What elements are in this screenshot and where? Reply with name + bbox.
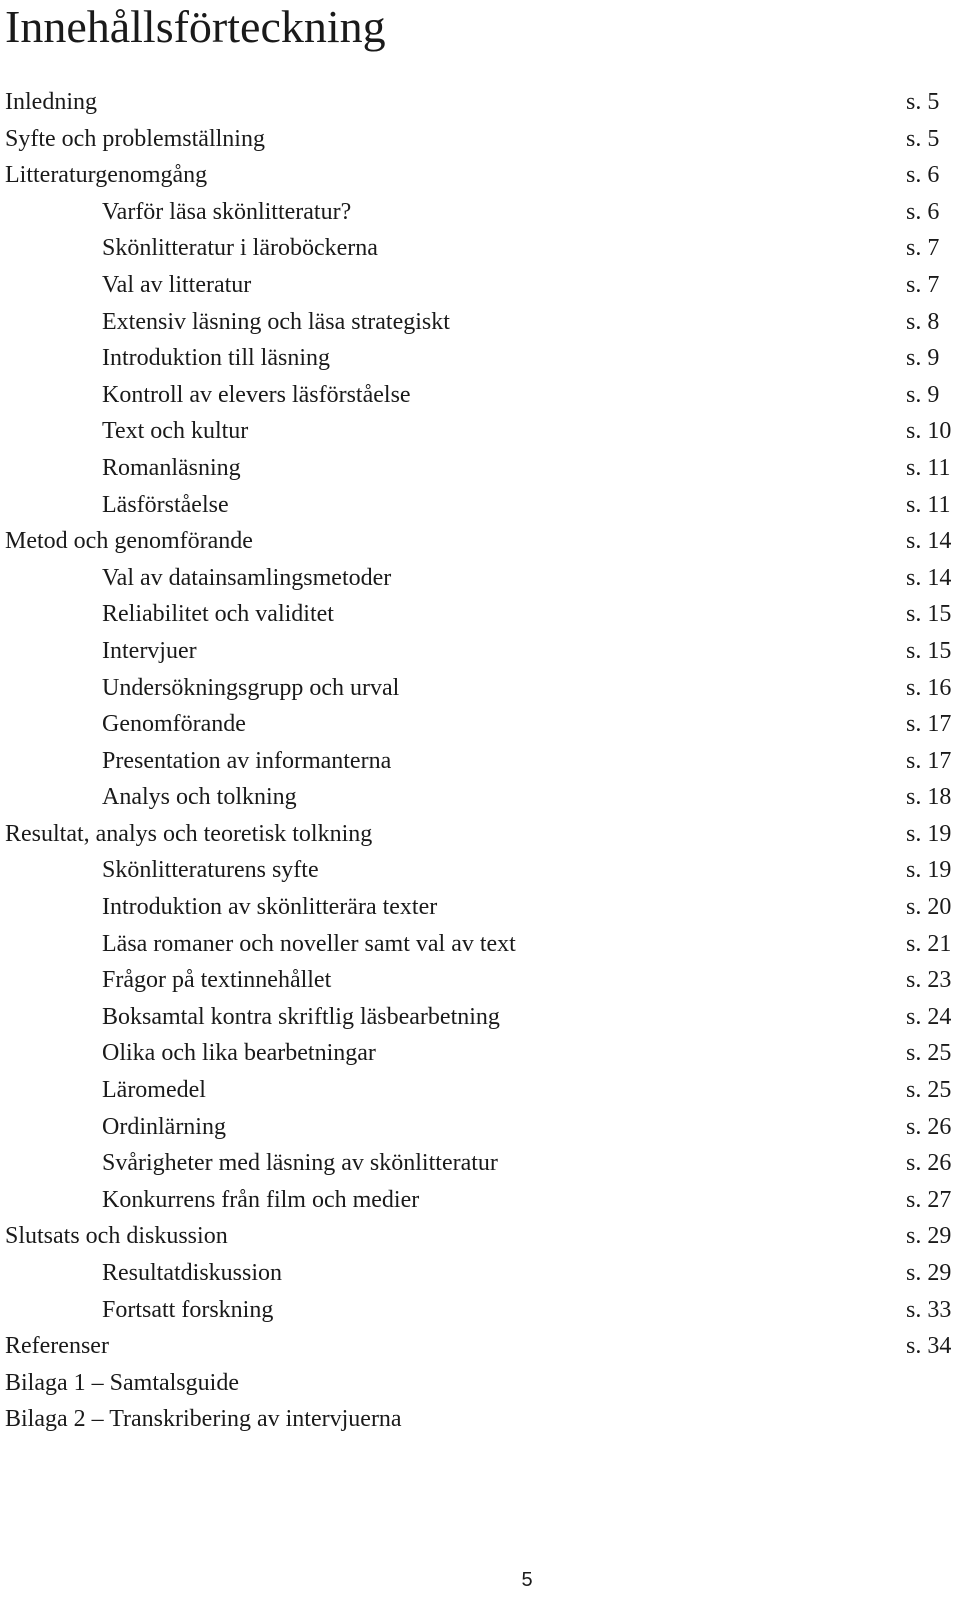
toc-entry <box>0 84 960 121</box>
toc-entry-page: s. 18 <box>906 784 952 811</box>
toc-entry-label: Litteraturgenomgång <box>5 162 208 189</box>
toc-entry-page: s. 5 <box>906 125 940 152</box>
toc-entry <box>0 596 960 633</box>
toc-entry <box>0 1182 960 1219</box>
toc-entry-page: s. 8 <box>906 308 940 335</box>
toc-entry-label: Analys och tolkning <box>102 784 297 811</box>
toc-entry-page: s. 24 <box>906 1003 952 1030</box>
toc-entry <box>0 340 960 377</box>
toc-entry-page: s. 27 <box>906 1186 952 1213</box>
toc-entry-page: s. 26 <box>906 1150 952 1177</box>
toc-entry-label: Olika och lika bearbetningar <box>102 1040 376 1067</box>
toc-entry-page: s. 11 <box>906 491 951 518</box>
toc-entry-page: s. 25 <box>906 1077 952 1104</box>
toc-entry <box>0 1109 960 1146</box>
toc-entry <box>0 779 960 816</box>
toc-entry <box>0 816 960 853</box>
toc-entry-page: s. 17 <box>906 747 952 774</box>
toc-entry-page: s. 6 <box>906 198 940 225</box>
toc-entry <box>0 267 960 304</box>
footer-page-number: 5 <box>521 1569 533 1591</box>
toc-entry-label: Introduktion av skönlitterära texter <box>102 894 438 921</box>
toc-entry-page: s. 7 <box>906 271 940 298</box>
toc-entry-label: Introduktion till läsning <box>102 345 330 372</box>
toc-entry-page: s. 9 <box>906 381 940 408</box>
toc-entry <box>0 670 960 707</box>
toc-entry-label: Extensiv läsning och läsa strategiskt <box>102 308 450 335</box>
toc-entry-label: Metod och genomförande <box>5 528 253 555</box>
toc-entry-label: Resultatdiskussion <box>102 1260 283 1286</box>
toc-entry-label: Boksamtal kontra skriftlig läsbearbetning <box>102 1003 500 1030</box>
toc-entry <box>0 743 960 780</box>
toc-entry <box>0 1072 960 1109</box>
toc-entry-page: s. 10 <box>906 418 952 445</box>
toc-entry <box>0 889 960 926</box>
toc-entry-page: s. 16 <box>906 674 952 701</box>
toc-entry-label: Skönlitteraturens syfte <box>102 857 319 884</box>
toc-entry <box>0 1255 960 1292</box>
toc-entry-page: s. 15 <box>906 637 952 664</box>
toc-entry-label: Romanläsning <box>102 454 241 481</box>
toc-entry <box>0 377 960 414</box>
toc-entry-page: s. 21 <box>906 930 952 957</box>
toc-entry <box>0 121 960 158</box>
toc-entry <box>0 926 960 963</box>
toc-entry-page: s. 7 <box>906 235 940 262</box>
toc-entry-page: s. 17 <box>906 711 952 738</box>
toc-entry-page: s. 5 <box>906 89 940 115</box>
toc-entry <box>0 1328 960 1365</box>
toc-entry-page: s. 25 <box>906 1040 952 1067</box>
toc-entry <box>0 523 960 560</box>
toc-entry-label: Konkurrens från film och medier <box>102 1186 420 1213</box>
toc-entry-label: Frågor på textinnehållet <box>102 967 332 994</box>
table-of-contents <box>0 84 960 1438</box>
toc-entry-label: Slutsats och diskussion <box>5 1223 228 1250</box>
toc-entry <box>0 194 960 231</box>
toc-entry <box>0 633 960 670</box>
toc-entry-page: s. 19 <box>906 820 952 847</box>
toc-entry-label: Referenser <box>5 1333 109 1360</box>
toc-entry-label: Svårigheter med läsning av skönlitteratur <box>102 1150 498 1177</box>
toc-entry-page: s. 29 <box>906 1260 952 1286</box>
toc-entry-label: Syfte och problemställning <box>5 125 265 152</box>
toc-entry <box>0 962 960 999</box>
toc-entry-page: s. 26 <box>906 1113 952 1140</box>
toc-entry <box>0 413 960 450</box>
toc-entry-page: s. 33 <box>906 1296 952 1323</box>
toc-entry <box>0 1218 960 1255</box>
toc-entry <box>0 157 960 194</box>
toc-entry <box>0 706 960 743</box>
toc-entry <box>0 1401 960 1438</box>
toc-entry-label: Läsa romaner och noveller samt val av text <box>102 930 516 957</box>
toc-entry <box>0 450 960 487</box>
toc-entry <box>0 487 960 524</box>
toc-entry-label: Ordinlärning <box>102 1113 226 1140</box>
toc-entry <box>0 852 960 889</box>
toc-entry <box>0 304 960 341</box>
toc-entry-label: Bilaga 1 – Samtalsguide <box>5 1369 239 1396</box>
toc-entry-page: s. 20 <box>906 894 952 921</box>
toc-entry-label: Presentation av informanterna <box>102 747 392 774</box>
toc-entry-label: Läromedel <box>102 1077 206 1104</box>
toc-entry-label: Varför läsa skönlitteratur? <box>102 198 352 225</box>
toc-entry-label: Val av datainsamlingsmetoder <box>102 564 392 591</box>
toc-entry-label: Reliabilitet och validitet <box>102 601 334 628</box>
toc-entry-label: Text och kultur <box>102 418 249 445</box>
toc-entry-label: Bilaga 2 – Transkribering av intervjuerna <box>5 1406 402 1433</box>
toc-entry <box>0 1035 960 1072</box>
toc-entry-label: Val av litteratur <box>102 271 252 298</box>
toc-entry-page: s. 9 <box>906 345 940 372</box>
toc-entry-page: s. 19 <box>906 857 952 884</box>
toc-entry-label: Intervjuer <box>102 637 197 664</box>
toc-entry <box>0 560 960 597</box>
toc-entry-page: s. 14 <box>906 564 952 591</box>
toc-entry <box>0 1365 960 1402</box>
toc-entry-page: s. 14 <box>906 528 952 555</box>
toc-entry-label: Skönlitteratur i läroböckerna <box>102 235 378 262</box>
toc-entry-label: Fortsatt forskning <box>102 1296 274 1323</box>
toc-entry <box>0 1292 960 1329</box>
toc-entry-label: Läsförståelse <box>102 491 229 518</box>
toc-entry-page: s. 29 <box>906 1223 952 1250</box>
page-title: Innehållsförteckning <box>5 1 386 52</box>
toc-entry <box>0 1145 960 1182</box>
toc-entry-page: s. 11 <box>906 454 951 481</box>
toc-entry <box>0 230 960 267</box>
toc-entry-label: Genomförande <box>102 711 246 738</box>
toc-entry-page: s. 15 <box>906 601 952 628</box>
toc-entry <box>0 999 960 1036</box>
toc-entry-page: s. 23 <box>906 967 952 994</box>
toc-entry-page: s. 34 <box>906 1333 952 1360</box>
toc-entry-label: Resultat, analys och teoretisk tolkning <box>5 820 373 847</box>
toc-entry-page: s. 6 <box>906 162 940 189</box>
toc-entry-label: Inledning <box>5 89 97 115</box>
toc-entry-label: Kontroll av elevers läsförståelse <box>102 381 411 408</box>
toc-entry-label: Undersökningsgrupp och urval <box>102 674 400 701</box>
